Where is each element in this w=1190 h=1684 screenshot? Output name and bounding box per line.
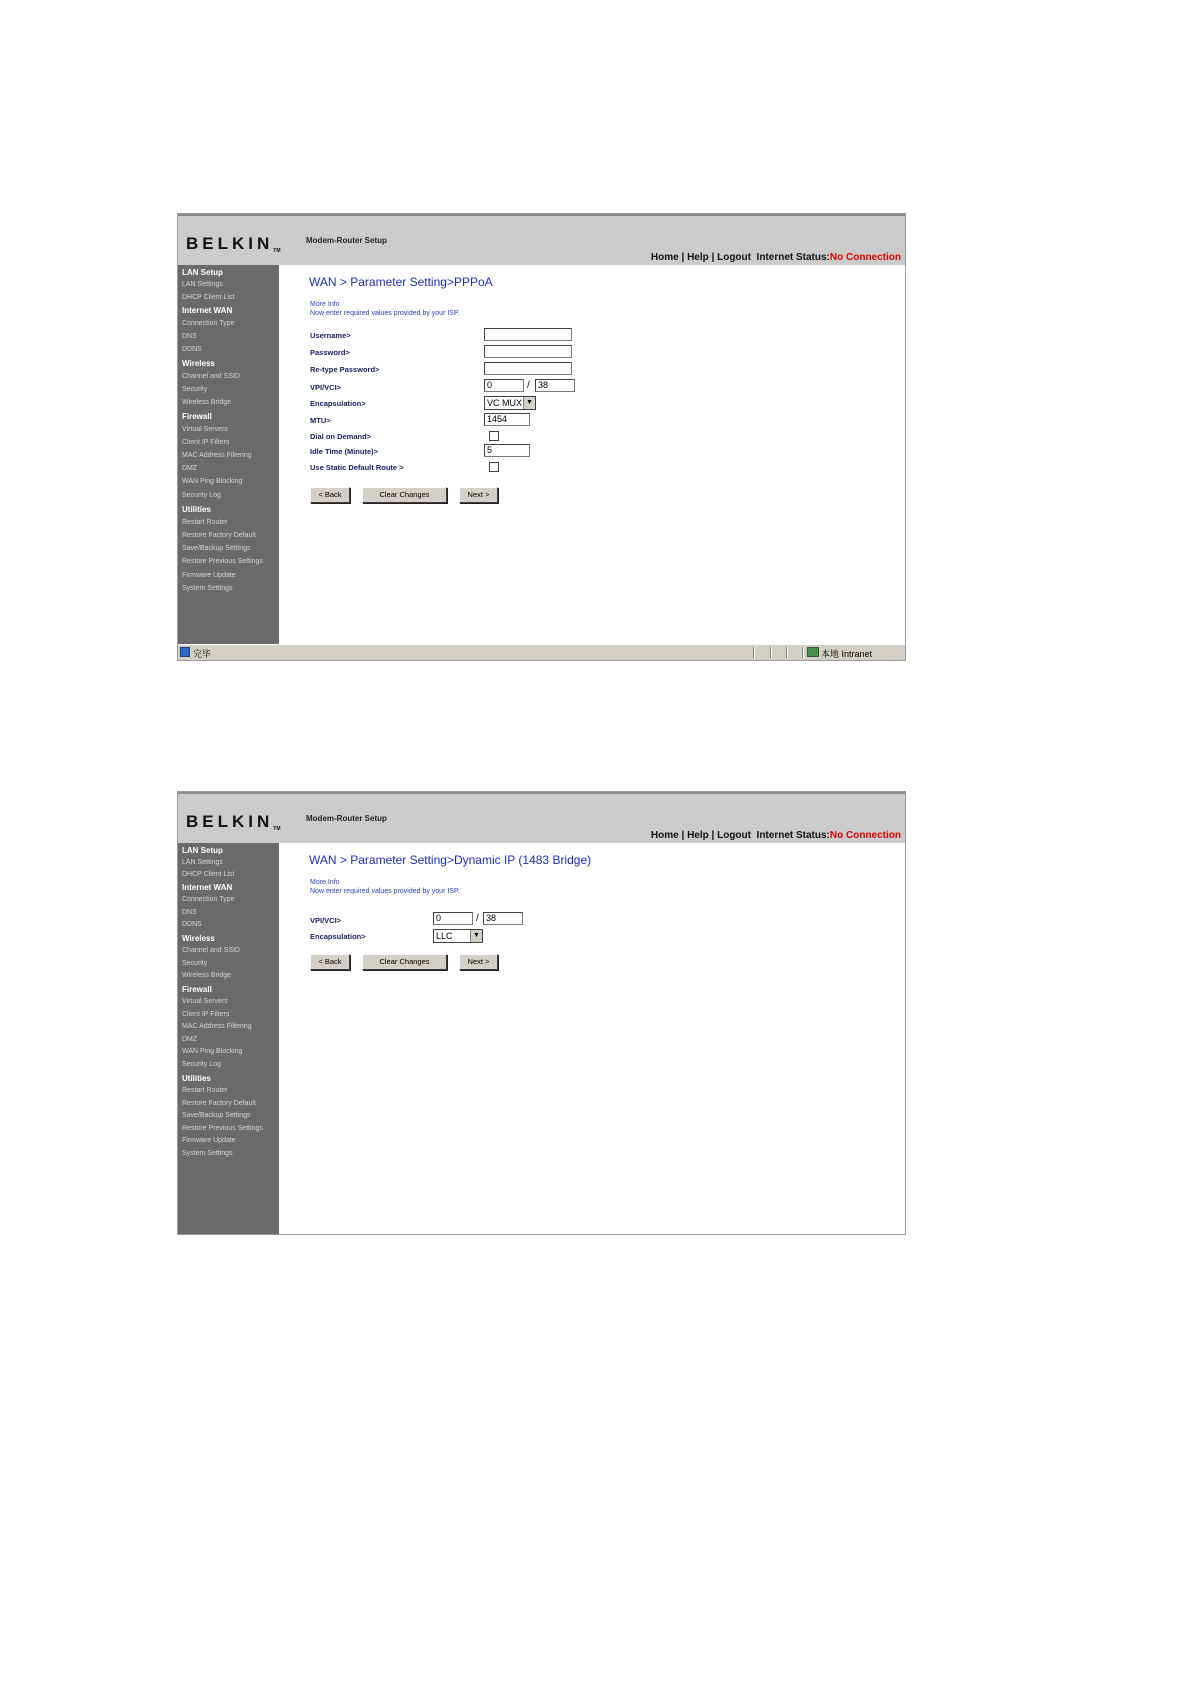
internet-status-label: Internet Status: (756, 252, 830, 263)
clear-changes-button[interactable]: Clear Changes (362, 487, 447, 503)
sidebar-item-ddns[interactable]: DDNS (182, 921, 202, 928)
sidebar-item-system-settings[interactable]: System Settings (182, 585, 233, 592)
encapsulation-select[interactable] (433, 929, 483, 943)
sidebar-item-firmware-update[interactable]: Firmware Update (182, 1137, 236, 1144)
setup-title: Modem-Router Setup (306, 814, 387, 823)
home-link[interactable]: Home (650, 252, 679, 263)
page-title: WAN > Parameter Setting>Dynamic IP (1483 Bridge) (309, 853, 592, 867)
logout-link[interactable]: Logout (717, 830, 751, 841)
intro-text: Now enter required values provided by your ISP. (310, 888, 460, 895)
sidebar-item-dmz[interactable]: DMZ (182, 1036, 198, 1043)
sidebar-heading-firewall[interactable]: Firewall (182, 985, 212, 994)
back-button[interactable]: < Back (310, 954, 350, 970)
mtu-field[interactable]: 1454 (484, 413, 530, 426)
retype-password-field[interactable] (484, 362, 572, 375)
static-route-label: Use Static Default Route > (310, 463, 404, 472)
sidebar-item-lan-settings[interactable]: LAN Settings (182, 859, 223, 866)
vpi-field[interactable]: 0 (433, 912, 473, 925)
zone-text: 本地 Intranet (821, 649, 873, 659)
sidebar-heading-internet-wan[interactable]: Internet WAN (182, 306, 233, 315)
encapsulation-label: Encapsulation> (310, 399, 366, 408)
main-content (279, 265, 905, 644)
sidebar-item-restart-router[interactable]: Restart Router (182, 1087, 228, 1094)
status-text: 完毕 (193, 649, 212, 659)
more-info-link[interactable]: More Info (310, 879, 340, 886)
sidebar-item-restore-factory[interactable]: Restore Factory Default (182, 532, 256, 539)
status-divider (802, 647, 804, 658)
sidebar-heading-wireless[interactable]: Wireless (182, 934, 215, 943)
browser-status-bar (178, 644, 905, 660)
sidebar-item-virtual-servers[interactable]: Virtual Servers (182, 998, 228, 1005)
sidebar-item-wireless-bridge[interactable]: Wireless Bridge (182, 399, 232, 406)
header-bar (178, 214, 905, 265)
sidebar-item-lan-settings[interactable]: LAN Settings (182, 281, 223, 288)
idle-time-label: Idle Time (Minute)> (310, 447, 378, 456)
status-divider (770, 647, 772, 658)
internet-status-value: No Connection (829, 252, 901, 263)
sidebar-heading-lan-setup[interactable]: LAN Setup (182, 846, 223, 855)
sidebar-item-client-ip-filters[interactable]: Client IP Filters (182, 439, 230, 446)
vpi-vci-separator: / (527, 380, 530, 391)
sidebar-item-security[interactable]: Security (182, 386, 208, 393)
static-route-checkbox[interactable] (489, 462, 499, 472)
sidebar-item-virtual-servers[interactable]: Virtual Servers (182, 426, 228, 433)
vci-field[interactable]: 38 (535, 379, 575, 392)
sidebar-heading-utilities[interactable]: Utilities (182, 1074, 211, 1083)
belkin-logo: BELKINTM (186, 812, 281, 832)
sidebar (178, 265, 279, 660)
nav-separator: | (708, 830, 718, 841)
belkin-logo: BELKINTM (186, 234, 281, 254)
next-button[interactable]: Next > (459, 487, 498, 503)
status-divider (786, 647, 788, 658)
dropdown-arrow-icon[interactable]: ▼ (523, 397, 535, 409)
help-link[interactable]: Help (687, 830, 709, 841)
more-info-link[interactable]: More Info (310, 301, 340, 308)
sidebar-item-restore-previous[interactable]: Restore Previous Settings (182, 1125, 263, 1132)
screenshot-dynamic-ip (177, 791, 906, 1235)
sidebar-heading-lan-setup[interactable]: LAN Setup (182, 268, 223, 277)
intro-text: Now enter required values provided by your ISP. (310, 310, 460, 317)
sidebar-item-connection-type[interactable]: Connection Type (182, 896, 235, 903)
top-nav (651, 252, 901, 263)
sidebar-item-dmz[interactable]: DMZ (182, 465, 198, 472)
password-label: Password> (310, 348, 350, 357)
sidebar-item-save-backup[interactable]: Save/Backup Settings (182, 545, 251, 552)
sidebar-item-ddns[interactable]: DDNS (182, 346, 202, 353)
sidebar-item-security-log[interactable]: Security Log (182, 492, 221, 499)
sidebar-heading-internet-wan[interactable]: Internet WAN (182, 883, 233, 892)
retype-password-label: Re-type Password> (310, 365, 380, 374)
sidebar-item-connection-type[interactable]: Connection Type (182, 320, 235, 327)
help-link[interactable]: Help (687, 252, 709, 263)
sidebar-item-dhcp-client-list[interactable]: DHCP Client List (182, 294, 235, 301)
sidebar-item-firmware-update[interactable]: Firmware Update (182, 572, 236, 579)
status-divider (753, 647, 755, 658)
sidebar-item-wan-ping-blocking[interactable]: WAN Ping Blocking (182, 1048, 243, 1055)
page-title: WAN > Parameter Setting>PPPoA (309, 275, 493, 289)
sidebar-item-channel-ssid[interactable]: Channel and SSID (182, 947, 240, 954)
home-link[interactable]: Home (650, 830, 679, 841)
screenshot-pppoa (177, 213, 906, 661)
next-button[interactable]: Next > (459, 954, 498, 970)
sidebar-item-dhcp-client-list[interactable]: DHCP Client List (182, 871, 235, 878)
sidebar (178, 843, 279, 1234)
vpi-vci-separator: / (476, 913, 479, 924)
vpi-vci-label: VPI/VCI> (310, 383, 342, 392)
internet-status-value: No Connection (829, 830, 901, 841)
nav-separator: | (708, 252, 718, 263)
password-field[interactable] (484, 345, 572, 358)
sidebar-item-mac-filtering[interactable]: MAC Address Filtering (182, 452, 252, 459)
sidebar-heading-firewall[interactable]: Firewall (182, 412, 212, 421)
nav-separator: | (678, 252, 688, 263)
encapsulation-label: Encapsulation> (310, 932, 366, 941)
internet-status-label: Internet Status: (756, 830, 830, 841)
sidebar-item-save-backup[interactable]: Save/Backup Settings (182, 1112, 251, 1119)
page-icon (180, 647, 190, 657)
sidebar-item-mac-filtering[interactable]: MAC Address Filtering (182, 1023, 252, 1030)
sidebar-item-channel-ssid[interactable]: Channel and SSID (182, 373, 240, 380)
sidebar-heading-utilities[interactable]: Utilities (182, 505, 211, 514)
dial-on-demand-checkbox[interactable] (489, 431, 499, 441)
sidebar-item-security[interactable]: Security (182, 960, 208, 967)
sidebar-item-restart-router[interactable]: Restart Router (182, 519, 228, 526)
username-label: Username> (310, 331, 351, 340)
sidebar-item-wireless-bridge[interactable]: Wireless Bridge (182, 972, 232, 979)
logout-link[interactable]: Logout (717, 252, 751, 263)
vpi-field[interactable]: 0 (484, 379, 524, 392)
sidebar-item-security-log[interactable]: Security Log (182, 1061, 221, 1068)
setup-title: Modem-Router Setup (306, 236, 387, 245)
back-button[interactable]: < Back (310, 487, 350, 503)
nav-separator: | (678, 830, 688, 841)
vpi-vci-label: VPI/VCI> (310, 916, 342, 925)
encapsulation-value: VC MUX (487, 398, 523, 408)
sidebar-item-wan-ping-blocking[interactable]: WAN Ping Blocking (182, 478, 243, 485)
clear-changes-button[interactable]: Clear Changes (362, 954, 447, 970)
idle-time-field[interactable]: 5 (484, 444, 530, 457)
sidebar-item-client-ip-filters[interactable]: Client IP Filters (182, 1011, 230, 1018)
header-bar (178, 792, 905, 843)
intranet-zone-icon (807, 647, 819, 657)
top-nav (651, 830, 901, 841)
mtu-label: MTU> (310, 416, 331, 425)
encapsulation-value: LLC (436, 931, 453, 941)
sidebar-item-system-settings[interactable]: System Settings (182, 1150, 233, 1157)
main-content (279, 843, 905, 1234)
username-field[interactable] (484, 328, 572, 341)
vci-field[interactable]: 38 (483, 912, 523, 925)
encapsulation-select[interactable] (484, 396, 536, 410)
sidebar-item-restore-previous[interactable]: Restore Previous Settings (182, 558, 263, 565)
dropdown-arrow-icon[interactable]: ▼ (470, 930, 482, 942)
sidebar-item-dns[interactable]: DNS (182, 333, 197, 340)
sidebar-item-restore-factory[interactable]: Restore Factory Default (182, 1100, 256, 1107)
sidebar-item-dns[interactable]: DNS (182, 909, 197, 916)
sidebar-heading-wireless[interactable]: Wireless (182, 359, 215, 368)
dial-on-demand-label: Dial on Demand> (310, 432, 372, 441)
